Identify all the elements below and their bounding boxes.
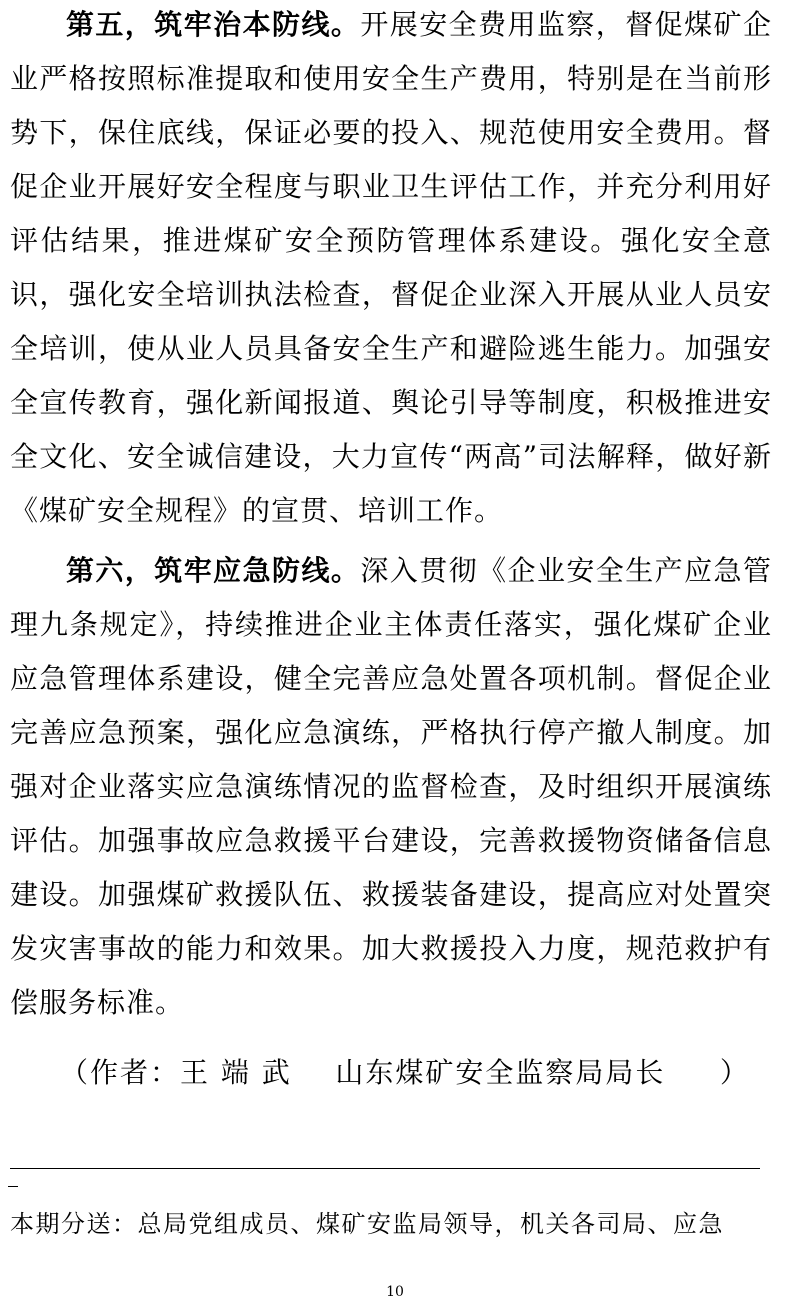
page-number: 10 bbox=[386, 1284, 404, 1300]
distribution-line: 本期分送：总局党组成员、煤矿安监局领导，机关各司局、应急 bbox=[10, 1210, 724, 1238]
author-line: （作者：王 端 武 山东煤矿安全监察局局长 ） bbox=[60, 1056, 750, 1089]
footer-divider-tick bbox=[8, 1186, 18, 1187]
section-five-body: 开展安全费用监察，督促煤矿企业严格按照标准提取和使用安全生产费用，特别是在当前形势下，保住底线，保证必要的投入、规范使用安全费用。督促企业开展好安全程度与职业卫生评估工作，并充分利用好评估结果，推进煤矿安全预防管理体系建设。强化安全意识，强化安全培训执法检查，督促企业深入开展从业人员安全培训，使从业人员具备安全生产和避险逃生能力。加强安全宣传教育，强化新闻报道、舆论引导等制度，积极推进安全文化、安全诚信建设，大力宣传“两高”司法解释，做好新《煤矿安全规程》的宣贯、培训工作。 bbox=[10, 8, 772, 527]
section-six-body: 深入贯彻《企业安全生产应急管理九条规定》，持续推进企业主体责任落实，强化煤矿企业应急管理体系建设，健全完善应急处置各项机制。督促企业完善应急预案，强化应急演练，严格执行停产撤人制度。加强对企业落实应急演练情况的监督检查，及时组织开展演练评估。加强事故应急救援平台建设，完善救援物资储备信息建设。加强煤矿救援队伍、救援装备建设，提高应对处置突发灾害事故的能力和效果。加大救援投入力度，规范救护有偿服务标准。 bbox=[10, 554, 772, 1019]
section-six-paragraph bbox=[10, 544, 772, 1030]
section-five-paragraph bbox=[10, 0, 772, 538]
section-six-heading: 第六，筑牢应急防线。 bbox=[66, 554, 361, 587]
footer-divider bbox=[10, 1168, 760, 1169]
section-five-heading: 第五，筑牢治本防线。 bbox=[66, 8, 361, 41]
